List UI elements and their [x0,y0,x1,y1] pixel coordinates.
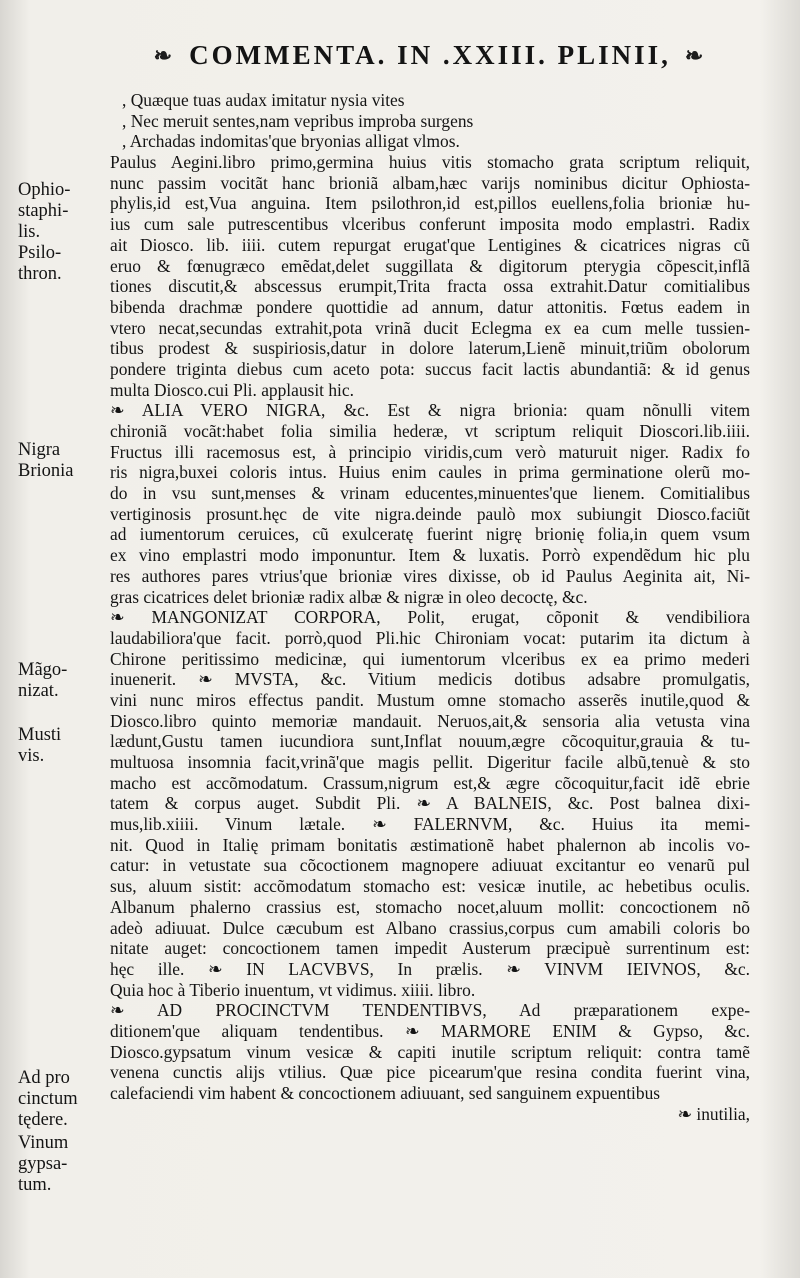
margin-line: Musti [18,725,62,745]
margin-line: staphi- [18,201,69,221]
margin-line: cinctum [18,1089,78,1109]
margin-line: Vinum [18,1133,69,1153]
text-line: , Nec meruit sentes,nam vepribus improba surgens [122,110,474,131]
text-line: ❧ MANGONIZAT CORPORA, Polit, erugat, cõponit & vendibiliora [110,607,750,628]
text-line: bibenda drachmæ pondere quottidie ad annum, datur attonitis. Fœtus eadem in [110,296,750,317]
margin-line: Nigra [18,440,61,460]
text-line: Quia hoc à Tiberio inuentum, vt vidimus. xiiii. libro. [110,979,476,1000]
text-line: ❧ ALIA VERO NIGRA, &c. Est & nigra brionia: quam nõnulli vitem [110,400,750,421]
text-line: , Archadas indomitas'que bryonias alligat vlmos. [122,131,460,152]
text-line: vertiginosis prosunt.hęc de vite nigra.deinde paulò mox subiungit Diosco.faciũt [110,503,750,524]
margin-line: Brionia [18,461,74,481]
text-line: hęc ille. ❧ IN LACVBVS, In prælis. ❧ VINVM IEIVNOS, &c. [110,958,750,979]
text-line: sus, aluum sistit: accõmodatum stomacho est: vesicæ inutile, ac hebetibus oculis. [110,876,750,897]
text-line: do in vsu sunt,menses & vrinam educentes,minuentes'que lienem. Comitialibus [110,483,750,504]
text-line: Diosco.gypsatum vinum vesicæ & capiti inutile scriptum reliquit: contra tamẽ [110,1041,750,1062]
text-line: macho est accõmodatum. Crassum,nigrum est,& ægre cõcoquitur,facit idẽ ebrie [110,772,750,793]
text-line: calefaciendi vim habent & concoctionem adiuuant, sed sanguinem expuentibus [110,1083,661,1103]
margin-line: tędere. [18,1110,68,1130]
text-line: venena cunctis alijs vtilius. Quæ pice picearum'que resina condita fuerint vina, [110,1062,750,1083]
text-line: ex vino emplastri modo imponuntur. Item & luxatis. Porrò expendẽdum hic plu [110,545,750,566]
text-line: tiones discutit,& abscessus erumpit,Trita fracta ossa extrahit.Datur comitialibus [110,276,750,297]
margin-line: lis. [18,222,41,242]
text-line: ait Diosco. lib. iiii. cutem repurgat erugat'que Lentigines & cicatrices nigras cũ [110,234,750,255]
text-line: tatem & corpus auget. Subdit Pli. ❧ A BALNEIS, &c. Post balnea dixi- [110,793,750,814]
margin-note-vinum-gypsatum [18,1133,108,1196]
text-line: laudabiliora'que facit. porrò,quod Pli.hic Chironiam vocat: putarim ita dictum à [110,627,750,648]
text-line: multa Diosco.cui Pli. applausit hic. [110,379,354,400]
margin-note-nigra-brionia [18,440,108,482]
margin-line: Mãgo- [18,660,68,680]
text-line: nit. Quod in Italię primam bonitatis æstimationẽ habet phalernon ab incolis vo- [110,834,750,855]
fleuron-left-icon: ❧ [153,42,176,68]
text-line: res authores pares vtrius'que brioniæ vires dixisse, ob id Paulus Aeginita ait, Ni- [110,565,750,586]
text-line: adeò adiuuat. Dulce cæcubum est Albano crassius,corpus cum amabili coloris bo [110,917,750,938]
text-line: phylis,id est,Vua anguina. Item psilothron,id est,pillos euellens,folia brioniæ hu- [110,193,750,214]
margin-line: gypsa- [18,1154,68,1174]
text-line: eruo & fœnugræco emẽdat,delet suggillata & digitorum pterygia cõpescit,inflã [110,255,750,276]
text-line: nunc passim vocitãt hanc brioniã albam,hæc varijs nominibus dicitur Ophiosta- [110,172,750,193]
text-line: nitate auget: concoctionem tamen impedit Austerum præcipuè surrentinum est: [110,938,750,959]
text-line: lædunt,Gustu tamen iucundiora sunt,Inflat nouum,ægre cõcoquitur,grauia & tu- [110,731,750,752]
text-line: Fructus illi racemosus est, à principio viridis,cum verò maturuit niger. Radix fo [110,441,750,462]
text-line: Chirone peritissimo medicinæ, qui iumentorum vlceribus ex ea primo mederi [110,648,750,669]
margin-note-musti-vis [18,725,108,767]
running-header [120,40,740,71]
text-line: inuenerit. ❧ MVSTA, &c. Vitium medicis dotibus adsabre promulgatis, [110,669,750,690]
text-line: ❧ inutilia, [677,1103,750,1124]
text-line: , Quæque tuas audax imitatur nysia vites [122,90,405,110]
margin-line: thron. [18,264,62,284]
margin-line: Psilo- [18,243,62,263]
margin-line: tum. [18,1175,52,1195]
margin-line: nizat. [18,681,59,701]
text-line: tibus prodest & suspiriosis,datur in dolore laterum,Lienẽ minuit,triũm obolorum [110,338,750,359]
text-line: mus,lib.xiiii. Vinum lætale. ❧ FALERNVM, &c. Huius ita memi- [110,814,750,835]
text-line: chironiã vocãt:habet folia similia hederæ, vt scriptum reliquit Dioscori.lib.iiii. [110,421,750,441]
text-line: Paulus Aegini.libro primo,germina huius vitis stomacho grata scriptum reliquit, [110,152,750,173]
text-line: gras cicatrices delet brioniæ radix albæ & nigræ in oleo decoctę, &c. [110,586,588,607]
text-line: Albanum phalerno crassius est, stomacho nocet,aluum mollit: concoctionem nõ [110,896,750,917]
text-line: vini nunc miros effectus pandit. Mustum omne stomacho asserẽs inutile,quod & [110,689,750,710]
fleuron-right-icon: ❧ [684,42,707,68]
page-title: COMMENTA. IN .XXIII. PLINII, [189,40,671,70]
text-line: pondere triginta diebus cum aceto pota: succus facit lactis abundantiã: & id genus [110,358,750,379]
margin-note-ophiostaphylis [18,180,108,285]
text-line: ius cum sale putrescentibus vlceribus conferunt imposita modo emplastri. Radix [110,214,750,235]
text-line: Diosco.libro quinto memoriæ mandauit. Neruos,ait,& sensoria alia vetusta vina [110,710,750,731]
text-line: ditionem'que aliquam tendentibus. ❧ MARMORE ENIM & Gypso, &c. [110,1020,750,1041]
margin-line: Ad pro [18,1068,70,1088]
commentary-text [110,90,750,1124]
text-line: multuosa insomnia facit,vrinã'que magis pellit. Digeritur facile albũ,tenuè & sto [110,752,750,772]
text-line: ❧ AD PROCINCTVM TENDENTIBVS, Ad præparationem expe- [110,1000,750,1021]
margin-line: vis. [18,746,45,766]
margin-note-mangonizat [18,660,108,702]
margin-note-ad-procinctum [18,1068,108,1131]
text-line: ad iumentorum ceruices, cũ exulceratę fuerint nigrę brionię folia,in quem vsum [110,524,750,545]
text-line: vtero necat,secundas extrahit,pota vrinã ducit Eclegma ex ea cum melle tussien- [110,317,750,338]
text-line: catur: in vetustate sua cõcoctionem magnopere adiuuat excitantur eo venarũ pul [110,855,750,876]
text-line: ris nigra,buxei coloris intus. Huius enim caules in prima germinatione olerũ mo- [110,462,750,483]
margin-line: Ophio- [18,180,71,200]
